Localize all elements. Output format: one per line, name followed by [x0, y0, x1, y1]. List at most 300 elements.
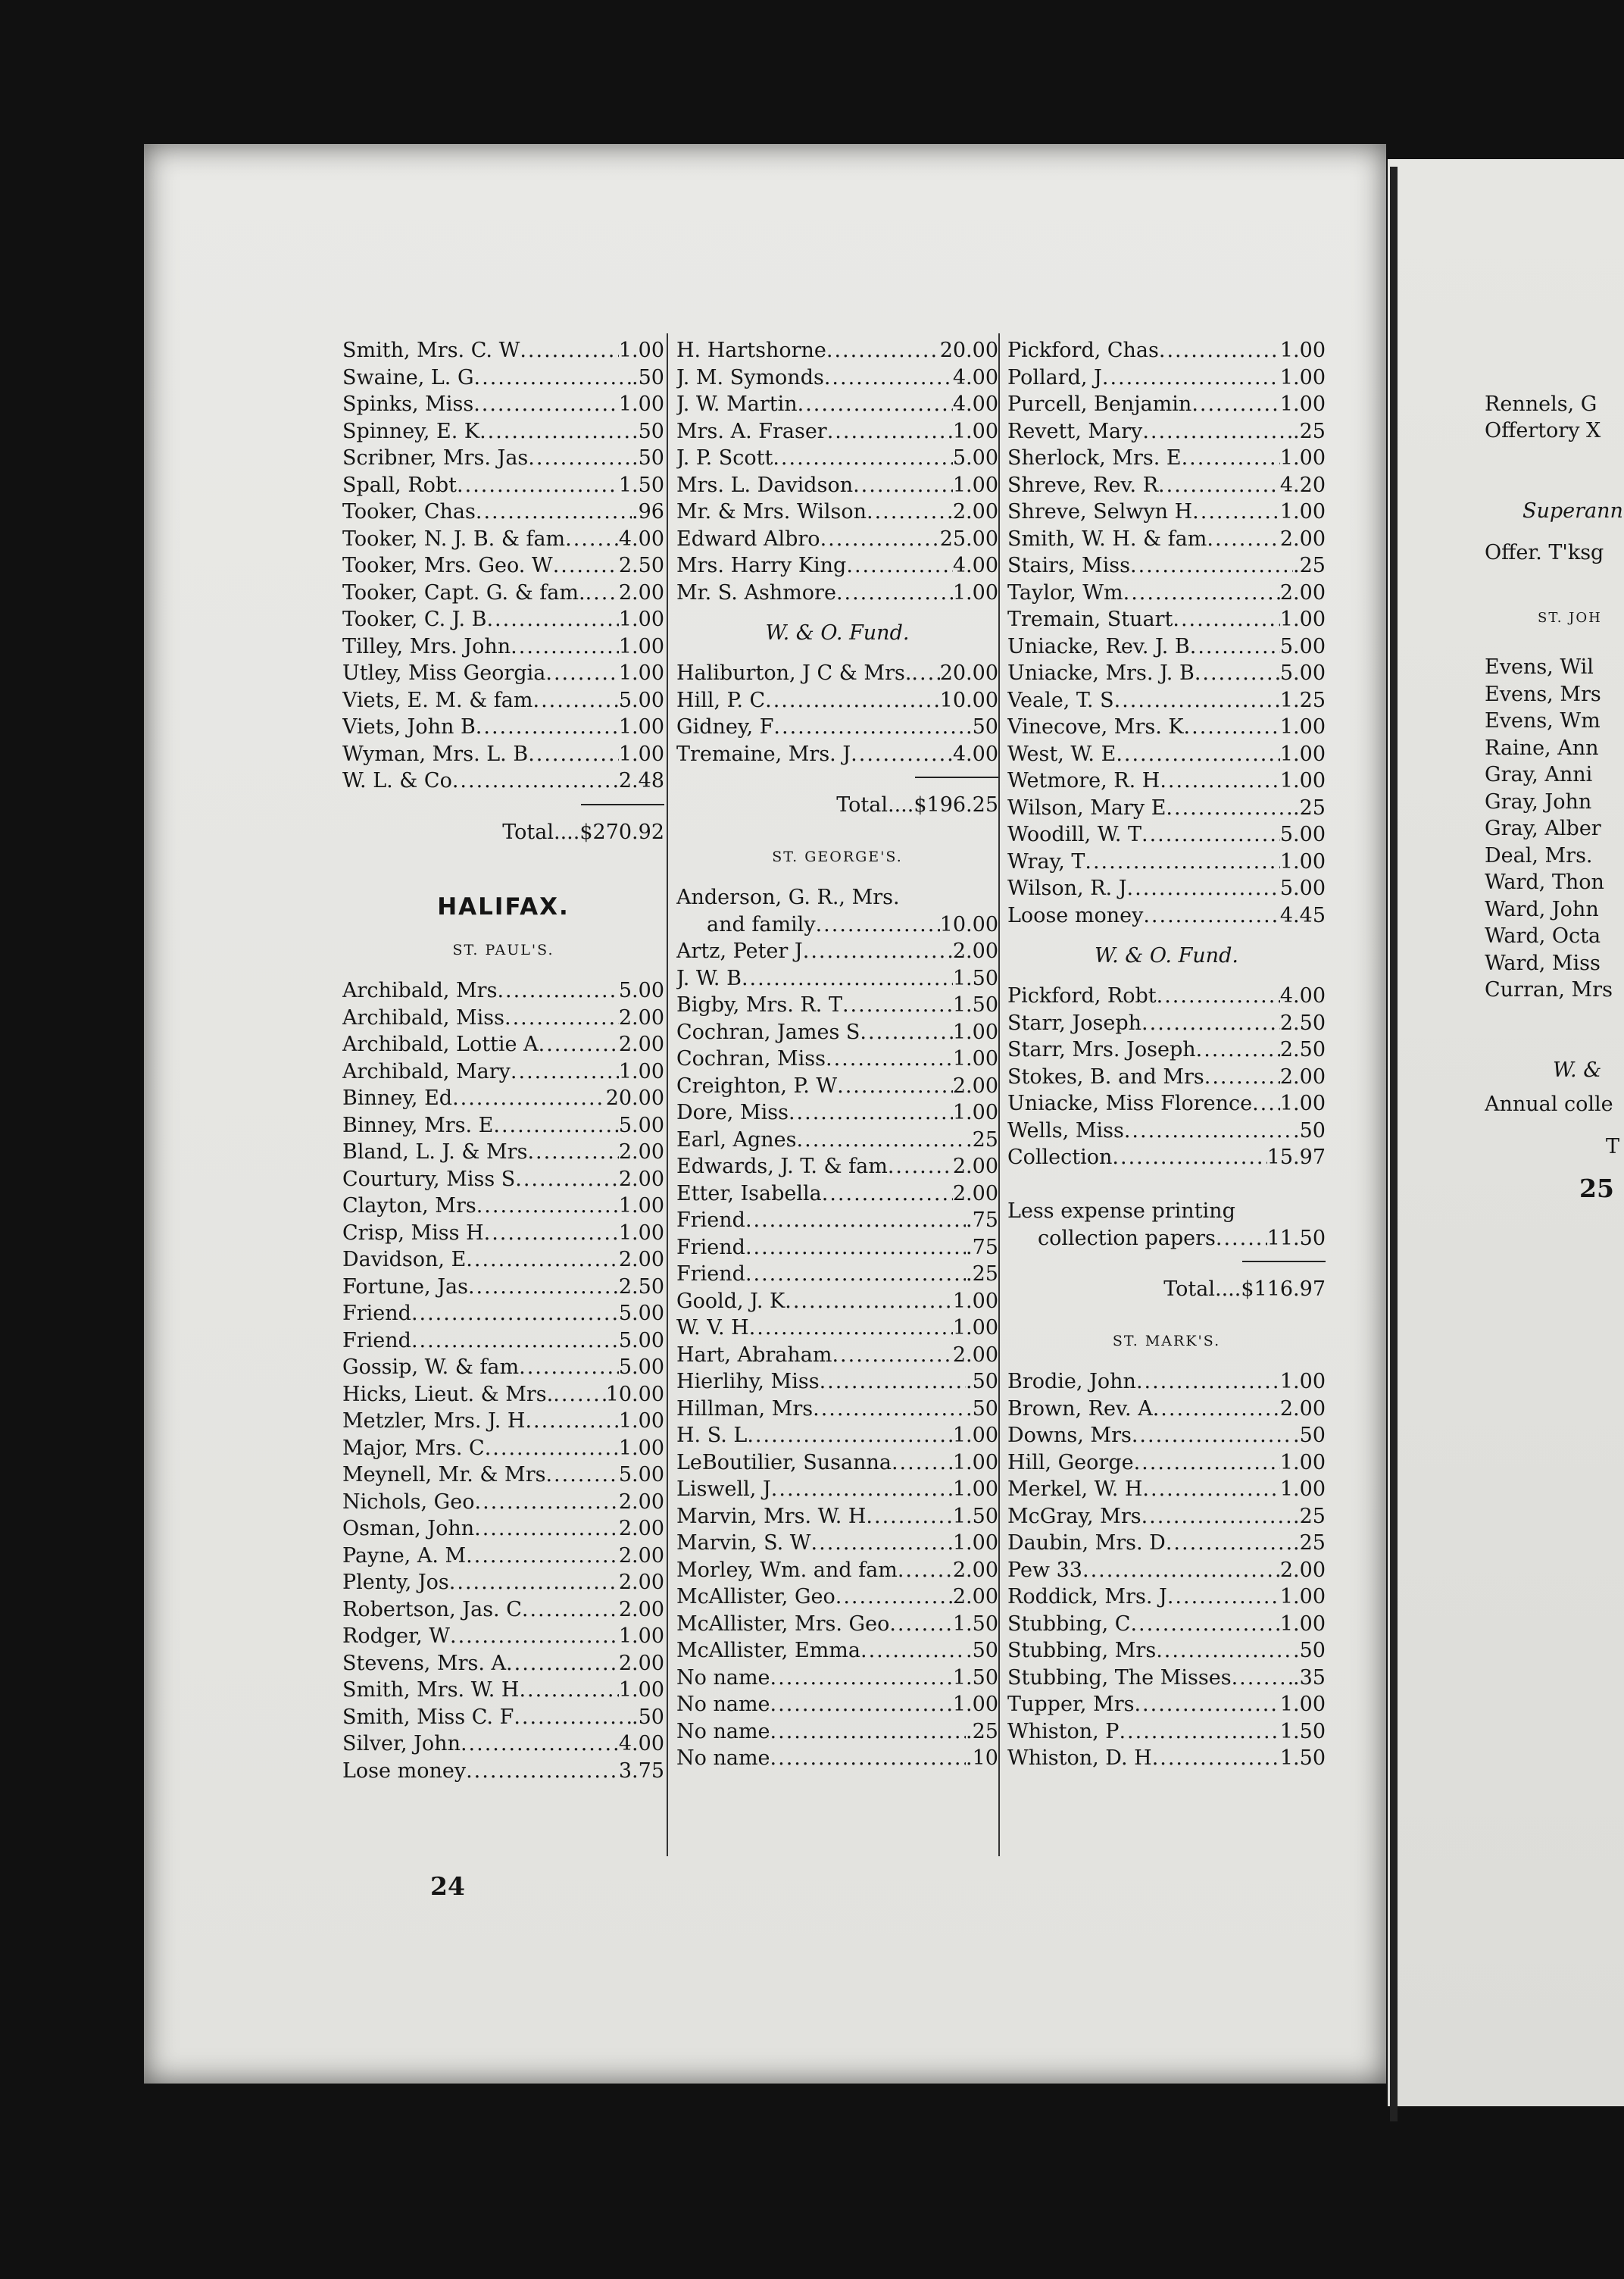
entry-name: Collection — [1007, 1146, 1113, 1169]
entry-amount: 2.00 — [618, 1033, 664, 1056]
entry-amount: 5.00 — [618, 1463, 664, 1487]
list-item — [676, 1557, 998, 1584]
page-number: 25 — [1579, 1174, 1614, 1202]
entry-name: Tremaine, Mrs. J — [676, 742, 851, 766]
list-item — [342, 1005, 664, 1032]
entry-amount: 1.00 — [1279, 392, 1326, 416]
list-item — [342, 1085, 664, 1112]
entry-amount: 1.25 — [1279, 688, 1326, 712]
entry-name: Mr. & Mrs. Wilson — [676, 500, 867, 524]
entry-amount: 1.00 — [952, 1531, 998, 1555]
entry-name: Mrs. L. Davidson — [676, 473, 854, 497]
entry-name: Ward, Octa — [1485, 924, 1601, 948]
entry-amount: .50 — [1293, 1639, 1326, 1662]
entry-name: Tooker, Capt. G. & fam. — [342, 580, 586, 605]
list-item — [1007, 902, 1326, 930]
list-item — [676, 1718, 998, 1746]
list-item — [342, 526, 664, 553]
entry-amount: 1.00 — [1279, 608, 1326, 631]
entry-name: Rennels, G — [1485, 392, 1597, 416]
entry-name: Lose money — [342, 1758, 467, 1783]
entry-amount: 5.00 — [618, 1302, 664, 1325]
entry-amount: .35 — [1293, 1665, 1326, 1690]
entry-name: Curran, Mrs — [1485, 978, 1613, 1002]
column-1 — [342, 337, 664, 1784]
entry-amount: 2.50 — [1279, 1011, 1326, 1035]
entry-name: Payne, A. M — [342, 1543, 467, 1568]
entry-amount: 1.00 — [618, 634, 664, 658]
entry-amount: 11.50 — [1266, 1226, 1326, 1250]
list-item — [1007, 1144, 1326, 1171]
entry-name: Evens, Wm — [1485, 709, 1601, 733]
entry-name: Edwards, J. T. & fam — [676, 1155, 888, 1178]
list-item — [676, 1180, 998, 1208]
list-item — [342, 1543, 664, 1570]
entry-amount: 1.00 — [952, 419, 998, 443]
entry-amount: .25 — [1293, 419, 1326, 443]
list-item — [676, 1342, 998, 1369]
entry-amount: 2.00 — [952, 1558, 998, 1582]
list-item — [342, 1596, 664, 1624]
entry-name: Stubbing, The Misses — [1007, 1665, 1232, 1690]
entry-amount: 2.50 — [618, 554, 664, 577]
list-item — [342, 1623, 664, 1650]
list-item — [1007, 1583, 1326, 1611]
entry-name: W. V. H — [676, 1316, 749, 1340]
entry-name: Offer. T'ksg — [1485, 541, 1604, 564]
entry-amount: .75 — [966, 1235, 998, 1259]
list-item — [342, 767, 664, 795]
entry-name: Starr, Mrs. Joseph — [1007, 1038, 1196, 1061]
list-item — [676, 580, 998, 607]
entry-name: Silver, John — [342, 1732, 461, 1755]
entry-name: Fortune, Jas — [342, 1274, 468, 1299]
list-item — [1007, 687, 1326, 714]
entry-name: No name — [676, 1693, 770, 1716]
entry-amount: 2.48 — [618, 769, 664, 792]
list-item — [676, 1019, 998, 1046]
fund-heading — [1576, 349, 1624, 376]
total-line — [676, 777, 998, 830]
city-heading: HALIFAX. — [437, 893, 570, 921]
entry-amount: 1.00 — [618, 1409, 664, 1433]
entry-amount: .25 — [966, 1127, 998, 1152]
expense-label: Less expense printing — [1007, 1199, 1235, 1223]
entry-amount: 2.00 — [618, 1571, 664, 1594]
entry-name: Hicks, Lieut. & Mrs. — [342, 1382, 554, 1406]
list-item — [676, 1368, 998, 1396]
list-item — [676, 1288, 998, 1315]
entry-amount: 2.00 — [618, 1167, 664, 1191]
entry-name: Spinks, Miss — [342, 392, 474, 416]
entry-name: Creighton, P. W — [676, 1074, 838, 1098]
entry-amount: 1.00 — [1279, 1092, 1326, 1115]
list-item — [342, 1650, 664, 1677]
entry-amount: 4.00 — [1279, 984, 1326, 1008]
entry-name: Tilley, Mrs. John — [342, 634, 511, 658]
total-line — [1007, 1261, 1326, 1315]
entry-name: Wetmore, R. H — [1007, 769, 1160, 792]
entry-name: Uniacke, Mrs. J. B — [1007, 661, 1195, 685]
entry-amount: .50 — [632, 419, 664, 443]
entry-amount: 2.00 — [618, 1543, 664, 1568]
total-rule — [915, 777, 998, 778]
list-item — [676, 1261, 998, 1288]
entry-amount: 15.97 — [1266, 1146, 1326, 1169]
entry-amount: 1.00 — [1279, 1585, 1326, 1608]
entry-name: Friend — [676, 1235, 745, 1259]
list-item — [342, 714, 664, 741]
entry-name: Starr, Joseph — [1007, 1011, 1142, 1035]
list-item — [1007, 741, 1326, 768]
entry-name: Wray, T — [1007, 849, 1085, 874]
entry-amount: 1.00 — [952, 580, 998, 605]
entry-name: Taylor, Wm — [1007, 580, 1123, 605]
entry-name: Offertory X — [1485, 419, 1601, 442]
entry-name: Pollard, J — [1007, 365, 1102, 389]
list-item — [1007, 1718, 1326, 1746]
list-item — [676, 1422, 998, 1449]
entry-name: Anderson, G. R., Mrs. — [676, 886, 900, 909]
book-gutter — [1390, 167, 1398, 2121]
entry-amount: 1.00 — [1279, 715, 1326, 739]
entry-name: Viets, John B — [342, 715, 476, 739]
entry-amount: 1.00 — [618, 742, 664, 766]
list-item — [676, 391, 998, 418]
donor-list — [1007, 1368, 1326, 1772]
list-item — [1007, 660, 1326, 687]
entry-amount: 1.00 — [952, 1101, 998, 1124]
entry-name: Mrs. A. Fraser — [676, 419, 827, 443]
list-item — [1007, 337, 1326, 364]
entry-name: No name — [676, 1719, 770, 1743]
entry-amount: 2.00 — [618, 1597, 664, 1621]
list-item — [676, 1153, 998, 1180]
list-item — [1007, 1691, 1326, 1718]
list-item — [1007, 983, 1326, 1010]
list-item — [342, 1354, 664, 1381]
entry-name: Gray, Anni — [1485, 763, 1593, 786]
entry-name: Swaine, L. G — [342, 365, 474, 389]
entry-name: McAllister, Geo — [676, 1585, 835, 1608]
entry-name: Major, Mrs. C — [342, 1436, 485, 1460]
entry-name: Earl, Agnes — [676, 1127, 797, 1152]
entry-amount: 2.00 — [618, 1490, 664, 1514]
entry-name: Cochran, Miss — [676, 1047, 826, 1071]
entry-name: Metzler, Mrs. J. H — [342, 1409, 526, 1433]
entry-amount: 5.00 — [618, 1328, 664, 1352]
entry-amount: 1.00 — [618, 1194, 664, 1218]
entry-name: Crisp, Miss H — [342, 1221, 484, 1245]
list-item — [676, 1315, 998, 1342]
entry-amount: 2.00 — [1279, 1396, 1326, 1421]
entry-name: Davidson, E — [342, 1248, 467, 1271]
entry-name: Dore, Miss — [676, 1101, 789, 1124]
entry-amount: 1.00 — [618, 608, 664, 631]
entry-amount: 2.00 — [952, 1155, 998, 1178]
entry-amount: .25 — [966, 1262, 998, 1286]
entry-name: Woodill, W. T — [1007, 823, 1141, 846]
list-item — [676, 741, 998, 768]
list-item — [676, 1396, 998, 1423]
entry-name: Friend — [342, 1302, 411, 1325]
entry-amount: 4.00 — [618, 1732, 664, 1755]
list-item — [676, 1745, 998, 1772]
entry-amount: 1.00 — [618, 1436, 664, 1460]
list-item — [342, 337, 664, 364]
entry-amount: 20.00 — [939, 661, 998, 685]
total-line — [342, 804, 664, 858]
total-text: Total....$116.97 — [1163, 1277, 1326, 1301]
entry-name: Marvin, Mrs. W. H — [676, 1504, 867, 1528]
entry-amount: 1.00 — [618, 1221, 664, 1245]
entry-amount: 1.00 — [1279, 1477, 1326, 1501]
entry-name: Smith, Mrs. W. H — [342, 1678, 520, 1702]
entry-name: Binney, Ed — [342, 1086, 453, 1110]
list-item — [676, 687, 998, 714]
entry-name: Plenty, Jos — [342, 1571, 449, 1594]
entry-name: Smith, W. H. & fam — [1007, 527, 1207, 551]
list-item — [676, 1127, 998, 1154]
entry-amount: 1.00 — [618, 1678, 664, 1702]
entry-name: J. P. Scott — [676, 446, 773, 470]
list-item — [342, 1139, 664, 1166]
list-item — [1007, 1118, 1326, 1145]
entry-name: Spall, Robt — [342, 473, 458, 497]
entry-amount: 1.50 — [952, 1612, 998, 1636]
entry-name: Raine, Ann — [1485, 736, 1599, 760]
entry-name: Binney, Mrs. E — [342, 1113, 494, 1137]
entry-name: Stevens, Mrs. A — [342, 1651, 507, 1675]
list-item — [342, 633, 664, 661]
entry-amount: .50 — [966, 1639, 998, 1662]
entry-amount: 1.00 — [618, 392, 664, 416]
list-item — [342, 1730, 664, 1758]
entry-amount: 2.00 — [618, 1651, 664, 1675]
list-item — [676, 884, 998, 911]
entry-amount: 2.00 — [618, 1517, 664, 1540]
entry-amount: 4.00 — [618, 527, 664, 551]
entry-name: Uniacke, Rev. J. B — [1007, 634, 1190, 658]
column-2 — [676, 337, 998, 1772]
entry-amount: .10 — [966, 1746, 998, 1770]
entry-name: Evens, Wil — [1485, 655, 1594, 679]
entry-name: Marvin, S. W — [676, 1531, 811, 1555]
total-text: Total....$196.25 — [836, 793, 998, 817]
entry-amount: .25 — [1293, 1531, 1326, 1555]
entry-amount: 1.50 — [952, 966, 998, 990]
list-item — [342, 1327, 664, 1355]
entry-name: Archibald, Mary — [342, 1059, 511, 1083]
donor-list — [676, 337, 998, 606]
entry-amount: 2.00 — [1279, 527, 1326, 551]
entry-name: Bigby, Mrs. R. T — [676, 993, 842, 1017]
entry-amount: 2.00 — [952, 1585, 998, 1608]
list-item — [1007, 1036, 1326, 1064]
entry-amount: 1.00 — [1279, 1693, 1326, 1716]
list-item — [1007, 1611, 1326, 1638]
entry-name: Stubbing, Mrs — [1007, 1639, 1157, 1662]
entry-name: Utley, Miss Georgia — [342, 661, 546, 685]
entry-amount: 1.00 — [952, 1047, 998, 1071]
list-item — [342, 499, 664, 526]
entry-name: Scribner, Mrs. Jas — [342, 446, 529, 470]
entry-name: J. W. B — [676, 966, 742, 990]
entry-name: Meynell, Mr. & Mrs — [342, 1463, 546, 1487]
list-item — [676, 337, 998, 364]
entry-name: Hierlihy, Miss — [676, 1370, 820, 1393]
list-item — [342, 1381, 664, 1408]
entry-amount: .50 — [632, 1705, 664, 1729]
entry-name: Stokes, B. and Mrs — [1007, 1064, 1204, 1089]
entry-amount: .50 — [966, 1396, 998, 1421]
entry-name: Loose money — [1007, 903, 1144, 927]
right-page-column — [1485, 349, 1624, 1202]
entry-name: Brown, Rev. A — [1007, 1396, 1153, 1421]
column-rule — [998, 333, 1000, 1856]
entry-name: Robertson, Jas. C — [342, 1597, 522, 1621]
entry-name: H. S. L — [676, 1424, 748, 1447]
entry-amount: 1.00 — [1279, 365, 1326, 389]
entry-amount: 1.50 — [618, 473, 664, 497]
entry-name: Courtury, Miss S — [342, 1167, 516, 1191]
entry-name: Morley, Wm. and fam — [676, 1558, 898, 1582]
list-item — [1007, 1422, 1326, 1449]
list-item — [1007, 1449, 1326, 1477]
list-item — [342, 1489, 664, 1516]
entry-name: Tupper, Mrs — [1007, 1693, 1135, 1716]
entry-name: West, W. E — [1007, 742, 1116, 766]
entry-name: Gray, John — [1485, 789, 1592, 814]
entry-amount: 20.00 — [939, 339, 998, 362]
list-item — [1007, 1396, 1326, 1423]
list-item — [342, 1193, 664, 1220]
entry-amount: 1.00 — [952, 1020, 998, 1044]
entry-name: Hill, P. C — [676, 688, 766, 712]
entry-amount: 1.00 — [618, 1624, 664, 1648]
list-item — [1007, 418, 1326, 445]
entry-amount: 1.00 — [952, 1289, 998, 1313]
donor-list — [676, 660, 998, 767]
entry-amount: 1.50 — [952, 993, 998, 1017]
entry-name: Hart, Abraham — [676, 1343, 832, 1367]
fund-heading: W. & O. Fund. — [765, 621, 910, 645]
entry-name: Haliburton, J C & Mrs. — [676, 661, 912, 685]
expense-line — [1007, 1198, 1326, 1225]
entry-amount: .25 — [1293, 1504, 1326, 1528]
list-item — [1007, 1010, 1326, 1037]
entry-amount: 10.00 — [605, 1382, 664, 1406]
entry-name: Wyman, Mrs. L. B — [342, 742, 529, 766]
entry-name: T — [1606, 1134, 1620, 1158]
entry-amount: 1.00 — [952, 473, 998, 497]
entry-name: Evens, Mrs — [1485, 682, 1601, 706]
list-item — [676, 911, 998, 939]
entry-name: LeBoutilier, Susanna — [676, 1450, 892, 1474]
list-item — [676, 1637, 998, 1665]
list-item — [342, 660, 664, 687]
list-item — [1007, 606, 1326, 633]
entry-name: Vinecove, Mrs. K — [1007, 715, 1184, 739]
list-item — [1007, 526, 1326, 553]
list-item — [342, 1461, 664, 1489]
entry-name: Hillman, Mrs — [676, 1396, 814, 1421]
entry-name: Annual colle — [1485, 1093, 1613, 1116]
entry-name: Tooker, C. J. B — [342, 608, 487, 631]
entry-amount: 2.00 — [952, 500, 998, 524]
entry-amount: 1.00 — [952, 1477, 998, 1501]
entry-name: Deal, Mrs. — [1485, 843, 1593, 868]
list-item — [1007, 1090, 1326, 1118]
list-item — [342, 1220, 664, 1247]
list-item — [676, 1073, 998, 1100]
list-item — [342, 1274, 664, 1301]
list-item — [1007, 821, 1326, 849]
list-item — [676, 499, 998, 526]
list-item — [342, 606, 664, 633]
entry-amount: 5.00 — [618, 979, 664, 1002]
list-item — [342, 391, 664, 418]
entry-name: McAllister, Emma — [676, 1639, 860, 1662]
entry-amount: .75 — [966, 1208, 998, 1232]
entry-amount: 4.00 — [952, 365, 998, 389]
entry-amount: 1.00 — [1279, 1370, 1326, 1393]
entry-name: Friend — [342, 1328, 411, 1352]
entry-name: Artz, Peter J — [676, 939, 803, 963]
entry-amount: 1.50 — [952, 1665, 998, 1690]
list-item — [1007, 1476, 1326, 1503]
list-item — [1007, 472, 1326, 499]
entry-amount: 4.20 — [1279, 473, 1326, 497]
entry-name: Whiston, P — [1007, 1719, 1120, 1743]
entry-amount: 2.00 — [952, 1343, 998, 1367]
entry-amount: 3.75 — [618, 1758, 664, 1783]
entry-name: Uniacke, Miss Florence — [1007, 1092, 1253, 1115]
list-item — [342, 1704, 664, 1731]
entry-amount: 4.45 — [1279, 903, 1326, 927]
list-item — [676, 1691, 998, 1718]
entry-name: Sherlock, Mrs. E — [1007, 446, 1182, 470]
list-item — [1007, 714, 1326, 741]
entry-amount: 2.00 — [1279, 1064, 1326, 1089]
entry-name: Roddick, Mrs. J — [1007, 1585, 1167, 1608]
list-item — [1007, 1530, 1326, 1557]
list-item — [342, 1300, 664, 1327]
entry-amount: .25 — [966, 1719, 998, 1743]
list-item — [342, 1435, 664, 1462]
list-item — [1007, 445, 1326, 472]
entry-name: Merkel, W. H — [1007, 1477, 1143, 1501]
parish-heading: ST. GEORGE'S. — [772, 849, 903, 865]
list-item — [342, 552, 664, 580]
list-item — [342, 1408, 664, 1435]
entry-amount: 1.00 — [1279, 339, 1326, 362]
list-item — [1007, 767, 1326, 795]
entry-amount: 1.00 — [952, 1424, 998, 1447]
entry-amount: 2.00 — [1279, 580, 1326, 605]
entry-amount: 5.00 — [952, 446, 998, 470]
entry-name: Nichols, Geo — [342, 1490, 475, 1514]
donor-list — [342, 337, 664, 795]
list-item — [676, 1503, 998, 1530]
entry-amount: .50 — [1293, 1424, 1326, 1447]
list-item — [676, 714, 998, 741]
list-item — [676, 1449, 998, 1477]
entry-name: Stubbing, C — [1007, 1612, 1131, 1636]
entry-amount: 5.00 — [1279, 823, 1326, 846]
list-item — [1007, 1637, 1326, 1665]
entry-name: W. L. & Co — [342, 769, 452, 792]
